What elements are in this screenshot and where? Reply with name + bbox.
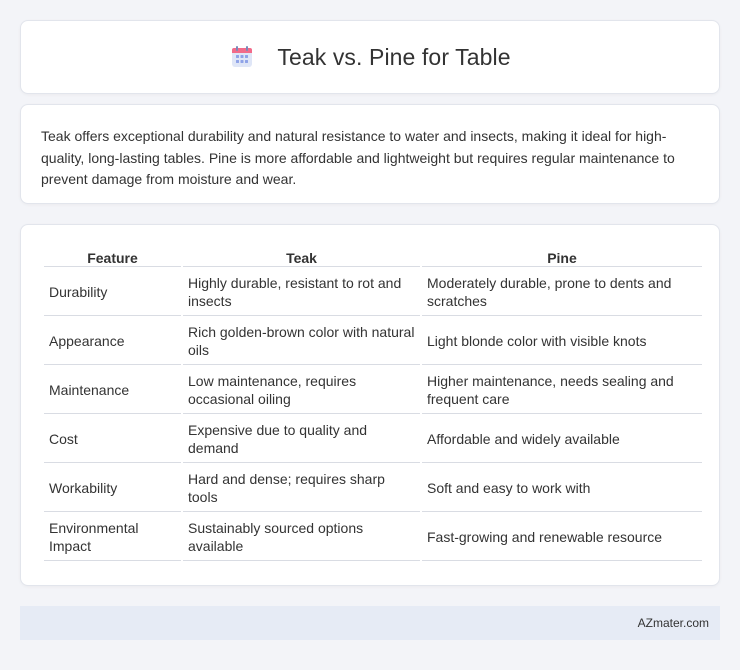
feature-cell: Environmental Impact (44, 514, 181, 561)
footer (20, 606, 720, 640)
feature-cell: Durability (44, 269, 181, 316)
teak-cell: Hard and dense; requires sharp tools (183, 465, 420, 512)
header-card (20, 20, 720, 94)
column-header-pine: Pine (422, 247, 702, 267)
table-row (44, 318, 702, 365)
summary-card (20, 104, 720, 204)
teak-cell: Expensive due to quality and demand (183, 416, 420, 463)
summary-text: Teak offers exceptional durability and natural resistance to water and insects, making it ideal for high-quality, long-lasting tables. Pine is more affordable and lightweight but requires regular maintenance to prevent damage from moisture and wear. (41, 128, 675, 188)
table-header-row (44, 247, 702, 267)
feature-cell: Appearance (44, 318, 181, 365)
comparison-table (42, 245, 704, 563)
teak-cell: Rich golden-brown color with natural oils (183, 318, 420, 365)
pine-cell: Soft and easy to work with (422, 465, 702, 512)
table-row (44, 269, 702, 316)
table-row (44, 465, 702, 512)
column-header-feature: Feature (44, 247, 181, 267)
feature-cell: Workability (44, 465, 181, 512)
title-wrap (229, 44, 510, 71)
table-row (44, 514, 702, 561)
calendar-icon (229, 44, 255, 70)
pine-cell: Light blonde color with visible knots (422, 318, 702, 365)
page-title: Teak vs. Pine for Table (277, 43, 511, 70)
feature-cell: Maintenance (44, 367, 181, 414)
table-row (44, 416, 702, 463)
column-header-teak: Teak (183, 247, 420, 267)
teak-cell: Highly durable, resistant to rot and insects (183, 269, 420, 316)
pine-cell: Affordable and widely available (422, 416, 702, 463)
pine-cell: Moderately durable, prone to dents and scratches (422, 269, 702, 316)
pine-cell: Higher maintenance, needs sealing and frequent care (422, 367, 702, 414)
pine-cell: Fast-growing and renewable resource (422, 514, 702, 561)
teak-cell: Low maintenance, requires occasional oiling (183, 367, 420, 414)
brand-label: AZmater.com (637, 616, 709, 630)
table-row (44, 367, 702, 414)
feature-cell: Cost (44, 416, 181, 463)
comparison-card (20, 224, 720, 586)
teak-cell: Sustainably sourced options available (183, 514, 420, 561)
